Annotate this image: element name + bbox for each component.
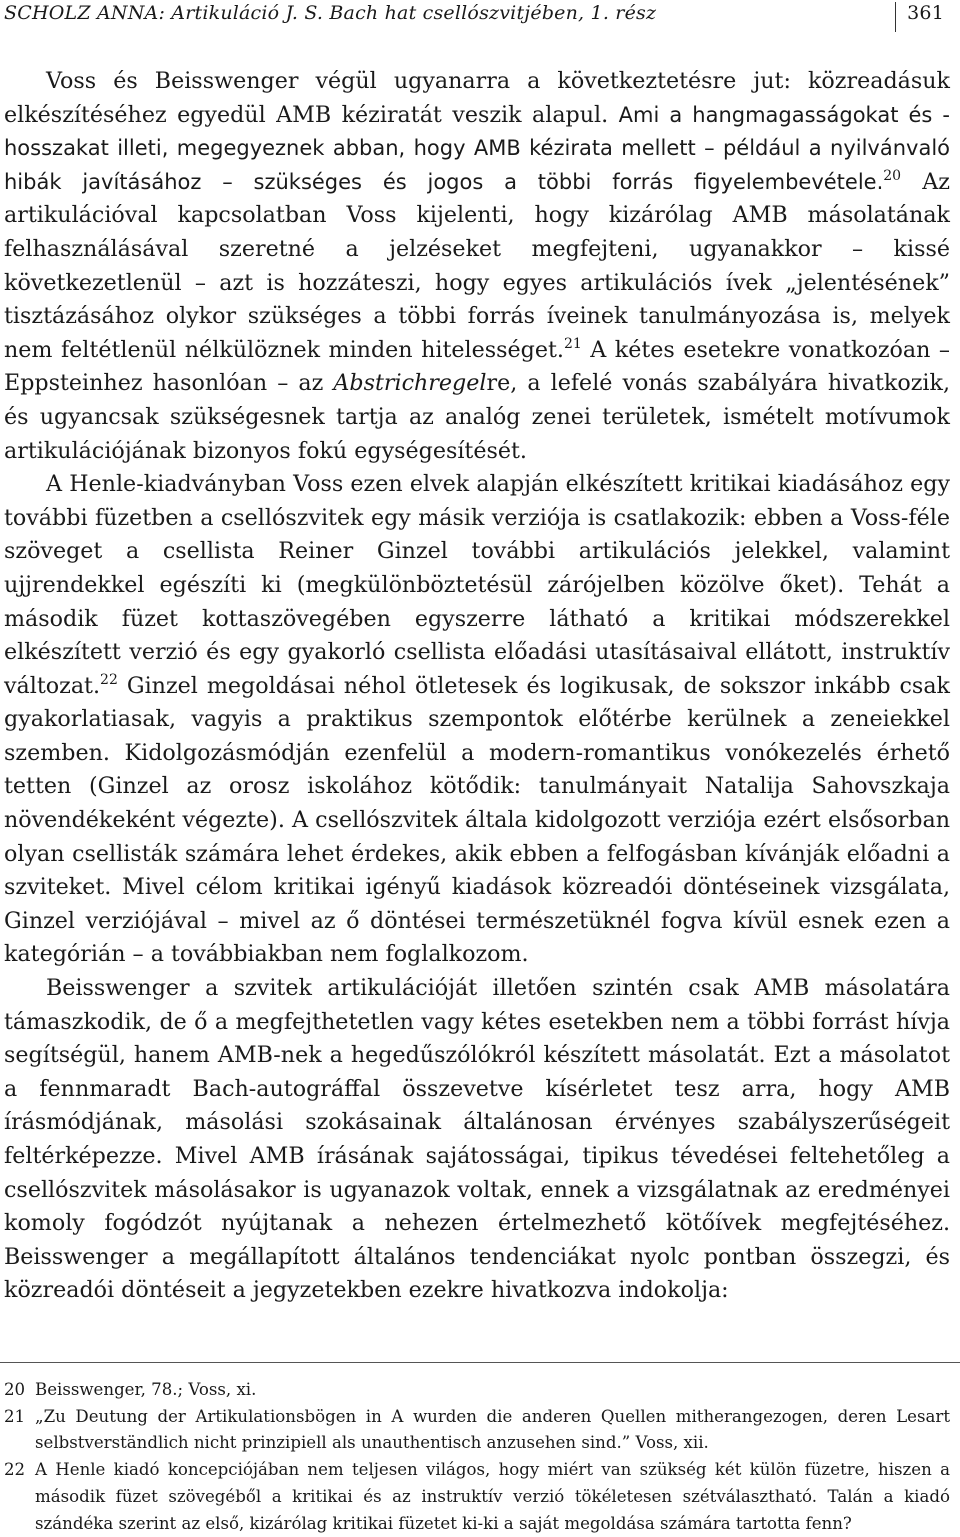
running-title: SCHOLZ ANNA: Artikuláció J. S. Bach hat csellószvitjében, 1. rész [4, 2, 657, 24]
paragraph-2 [4, 468, 950, 972]
footnote-ref-22[interactable]: 22 [100, 671, 118, 688]
footnote-number: 22 [4, 1460, 26, 1480]
footnote-text: Beisswenger, 78.; Voss, xi. [35, 1380, 257, 1399]
p1-italic-term: Abstrichregel [333, 370, 487, 397]
p1-part-a: Voss és Beisswenger végül ugyanarra a következtetésre jut: közreadásuk elkészítéséhez egyedül AMB kéziratát veszik alapul. [4, 68, 950, 128]
header-divider [895, 2, 896, 32]
footnote-ref-21[interactable]: 21 [563, 335, 582, 352]
footnote-ref-20[interactable]: 20 [883, 167, 902, 184]
p3-text: Beisswenger a szvitek artikulációját illetően szintén csak AMB másolatára támaszkodik, de ő a megfejthetetlen vagy kétes esetekben nem a többi forrást hívja segítségül, hanem AMB-nek a hegedűszólókról készített másolatát. Ezt a másolatot a fennmaradt Bach-autográffal összevetve kísérletet tesz arra, hogy AMB írásmódjának, másolási szokásainak általánosan érvényes szabályszerűségeit feltérképezze. Mivel AMB írásának sajátosságai, tipikus tévedései feltehetőleg a csellószvitek másolásakor is ugyanazok voltak, ennek a vizsgálatnak az eredményei komoly fogódzót nyújtanak a nehezen értelmezhető kötőívek megfejtéséhez. Beisswenger a megállapított általános tendenciákat nyolc pontban összegzi, és közreadói döntéseit a jegyzetekben ezekre hivatkozva indokolja: [4, 975, 950, 1304]
p2-part-a: A Henle-kiadványban Voss ezen elvek alapján elkészített kritikai kiadásához egy további füzetben a csellószvitek egy másik verziója is csatlakozik: ebben a Voss-féle szöveget a csellista Reiner Ginzel további artikulációs jelekkel, valamint ujjrendekkel egészíti ki (megkülönböztetésül zárójelben közölve őket). Tehát a második füzet kottaszövegében egyszerre látható a kritikai módszerekkel elkészített verzió és egy gyakorló csellista előadási utasításaival ellátott, instruktív változat. [4, 471, 950, 699]
footnote-20 [4, 1377, 950, 1404]
footnote-text: „Zu Deutung der Artikulationsbögen in A wurden die anderen Quellen mitherangezogen, deren Lesart selbstverständlich nicht prinzipiell als unauthentisch anzusehen sind.” Voss, xii. [35, 1406, 950, 1453]
footnote-number: 21 [4, 1406, 26, 1426]
main-text [4, 65, 950, 1308]
footnote-22 [4, 1457, 950, 1537]
footnote-text: A Henle kiadó koncepciójában nem teljesen világos, hogy miért van szükség két külön füzetre, hiszen a második füzet szövegéből a kritikai és az instruktív verzió tökéletesen szétválasztható. Talán a kiadó szándéka szerint az első, kizárólag kritikai füzetet ki-ki a saját megoldása számára tartotta fenn? [35, 1460, 950, 1533]
p1-part-e: re, a lefelé vonás szabályára hivatkozik, és ugyancsak szükségesnek tartja az analóg zenei területek, ismételt motívumok artikulációjának bizonyos fokú egységesítését. [4, 370, 950, 464]
paragraph-1 [4, 65, 950, 468]
footnote-number: 20 [4, 1380, 26, 1399]
p1-part-b: Ami a hangmagasságokat és -hosszakat illeti, megegyeznek abban, hogy AMB kézirata mellett – például a nyilvánvaló hibák javításához – szükséges és jogos a többi forrás figyelembevétele. [4, 102, 950, 194]
paragraph-3 [4, 972, 950, 1308]
p1-part-d: A kétes esetekre vonatkozóan – Eppsteinhez hasonlóan – az [4, 336, 950, 397]
p2-part-b: Ginzel megoldásai néhol ötletesek és logikusak, de sokszor inkább csak gyakorlatiasak, vagyis a praktikus szempontok előtérbe kerülnek a zeneiekkel szemben. Kidolgozásmódján ezenfelül a modern-romantikus vonókezelés érhető tetten (Ginzel az orosz iskolához kötődik: tanulmányait Natalija Sahovszkaja növendékeként végezte). A csellószvitek általa kidolgozott verziója ezért elsősorban olyan csellisták számára lehet érdekes, akik ebben a felfogásban kívánják előadni a szviteket. Mivel célom kritikai igényű kiadások közreadói döntéseinek vizsgálata, Ginzel verziójával – mivel az ő döntései természetüknél fogva kívül esnek ezen a kategórián – a továbbiakban nem foglalkozom. [4, 672, 950, 968]
p1-part-c: Az artikulációval kapcsolatban Voss kijelenti, hogy kizárólag AMB másolatának felhasználásával szeretné a jelzéseket megfejteni, ugyanakkor – kissé következetlenül – azt is hozzáteszi, hogy egyes artikulációs ívek „jelentésének” tisztázásához olykor szükséges a többi forrás íveinek tanulmányozása is, melyek nem feltétlenül nélkülöznek minden hitelességet. [4, 168, 951, 363]
footnote-separator [0, 1362, 960, 1363]
footnote-21 [4, 1404, 950, 1457]
running-header [4, 0, 950, 30]
page-number: 361 [907, 2, 944, 24]
footnotes [4, 1377, 950, 1537]
